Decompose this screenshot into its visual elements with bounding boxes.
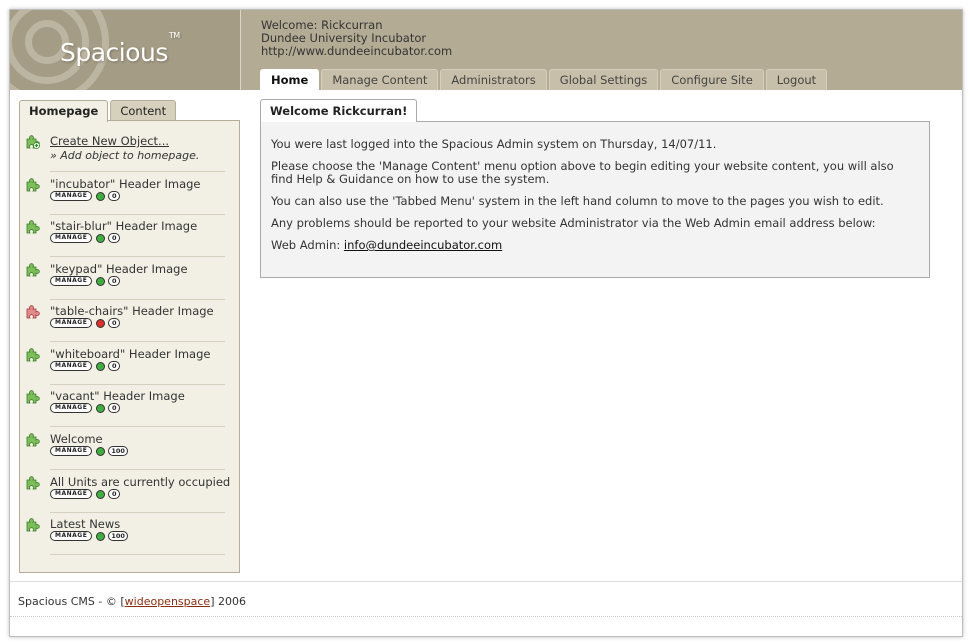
item-controls: [50, 489, 120, 499]
create-new-object-link[interactable]: Create New Object...: [50, 134, 170, 148]
manage-button[interactable]: MANAGE: [50, 361, 92, 371]
tabbed-menu-text: You can also use the 'Tabbed Menu' system in the left hand column to move to the pages you wish to edit.: [271, 194, 884, 208]
puzzle-piece-icon: [26, 348, 40, 362]
create-object-hint: » Add object to homepage.: [50, 149, 200, 162]
item-controls: [50, 276, 120, 286]
status-indicator-icon[interactable]: [96, 319, 105, 328]
status-indicator-icon[interactable]: [96, 490, 105, 499]
order-badge[interactable]: 0: [108, 233, 120, 243]
item-controls: [50, 318, 120, 328]
list-item: [20, 300, 239, 342]
divider: [50, 171, 225, 172]
puzzle-piece-icon: [26, 220, 40, 234]
instructions-text: Please choose the 'Manage Content' menu option above to begin editing your website content, you will also find Help & Guidance on how to use the system.: [271, 159, 894, 186]
status-indicator-icon[interactable]: [96, 404, 105, 413]
order-badge[interactable]: 100: [108, 446, 128, 456]
status-indicator-icon[interactable]: [96, 362, 105, 371]
list-item: [20, 385, 239, 427]
user-info: [261, 19, 452, 58]
problems-text: Any problems should be reported to your website Administrator via the Web Admin email address below:: [271, 216, 876, 230]
header: [10, 10, 962, 90]
order-badge[interactable]: 0: [108, 489, 120, 499]
item-controls: [50, 446, 128, 456]
manage-button[interactable]: MANAGE: [50, 191, 92, 201]
tab-home[interactable]: Home: [260, 69, 319, 91]
puzzle-piece-icon: [26, 476, 40, 490]
app-window: [9, 9, 963, 637]
status-indicator-icon[interactable]: [96, 447, 105, 456]
welcome-panel: [260, 121, 930, 278]
manage-button[interactable]: MANAGE: [50, 531, 92, 541]
web-admin-label: Web Admin:: [271, 238, 341, 252]
puzzle-piece-icon: [26, 433, 40, 447]
manage-button[interactable]: MANAGE: [50, 446, 92, 456]
manage-button[interactable]: MANAGE: [50, 233, 92, 243]
item-title: "vacant" Header Image: [50, 389, 185, 403]
divider: [50, 426, 225, 427]
tab-administrators[interactable]: Administrators: [440, 69, 546, 90]
wideopenspace-link[interactable]: wideopenspace: [124, 595, 211, 608]
tab-logout[interactable]: Logout: [766, 69, 827, 90]
puzzle-add-icon: [26, 135, 40, 149]
footer-text: Spacious CMS - © [wideopenspace] 2006: [18, 595, 246, 608]
puzzle-piece-inactive-icon: [26, 305, 40, 319]
logo: [10, 10, 241, 90]
manage-button[interactable]: MANAGE: [50, 318, 92, 328]
list-item: [20, 471, 239, 513]
item-title: "incubator" Header Image: [50, 177, 201, 191]
content-tab-welcome[interactable]: Welcome Rickcurran!: [260, 99, 417, 122]
sidebar-tab-homepage[interactable]: Homepage: [19, 100, 108, 122]
divider: [50, 256, 225, 257]
item-title: All Units are currently occupied: [50, 475, 231, 489]
list-item: [20, 258, 239, 300]
manage-button[interactable]: MANAGE: [50, 276, 92, 286]
sidebar: [19, 120, 240, 573]
logo-text: Spacious™: [60, 30, 180, 67]
item-title: Welcome: [50, 432, 103, 446]
manage-button[interactable]: MANAGE: [50, 403, 92, 413]
puzzle-piece-icon: [26, 263, 40, 277]
order-badge[interactable]: 100: [108, 531, 128, 541]
order-badge[interactable]: 0: [108, 318, 120, 328]
tab-global-settings[interactable]: Global Settings: [549, 69, 659, 90]
site-url: http://www.dundeeincubator.com: [261, 44, 453, 58]
item-title: "stair-blur" Header Image: [50, 219, 198, 233]
web-admin-email-link[interactable]: info@dundeeincubator.com: [343, 238, 503, 252]
create-object-item: [20, 130, 239, 172]
status-indicator-icon[interactable]: [96, 277, 105, 286]
welcome-text: Welcome: Rickcurran: [261, 18, 383, 32]
main-nav: [260, 69, 829, 90]
order-badge[interactable]: 0: [108, 403, 120, 413]
item-controls: [50, 403, 120, 413]
divider: [50, 554, 225, 555]
sidebar-tab-content[interactable]: Content: [110, 100, 176, 121]
puzzle-piece-icon: [26, 178, 40, 192]
tab-manage-content[interactable]: Manage Content: [321, 69, 438, 90]
status-indicator-icon[interactable]: [96, 192, 105, 201]
order-badge[interactable]: 0: [108, 361, 120, 371]
web-admin-line: [271, 239, 911, 252]
item-controls: [50, 531, 128, 541]
item-title: "whiteboard" Header Image: [50, 347, 211, 361]
item-title: Latest News: [50, 517, 121, 531]
item-controls: [50, 233, 120, 243]
divider: [50, 341, 225, 342]
sidebar-tabs: [19, 100, 178, 122]
tab-configure-site[interactable]: Configure Site: [660, 69, 763, 90]
puzzle-piece-icon: [26, 390, 40, 404]
list-item: [20, 428, 239, 470]
list-item: [20, 343, 239, 385]
organization-name: Dundee University Incubator: [261, 31, 427, 45]
manage-button[interactable]: MANAGE: [50, 489, 92, 499]
item-controls: [50, 361, 120, 371]
list-item: [20, 513, 239, 555]
list-item: [20, 173, 239, 215]
puzzle-piece-icon: [26, 518, 40, 532]
item-controls: [50, 191, 120, 201]
item-title: "keypad" Header Image: [50, 262, 188, 276]
footer: [10, 581, 962, 617]
status-indicator-icon[interactable]: [96, 234, 105, 243]
status-indicator-icon[interactable]: [96, 532, 105, 541]
item-title: "table-chairs" Header Image: [50, 304, 214, 318]
last-login-text: You were last logged into the Spacious Admin system on Thursday, 14/07/11.: [271, 137, 717, 151]
list-item: [20, 215, 239, 257]
order-badge[interactable]: 0: [108, 276, 120, 286]
order-badge[interactable]: 0: [108, 191, 120, 201]
divider: [50, 469, 225, 470]
